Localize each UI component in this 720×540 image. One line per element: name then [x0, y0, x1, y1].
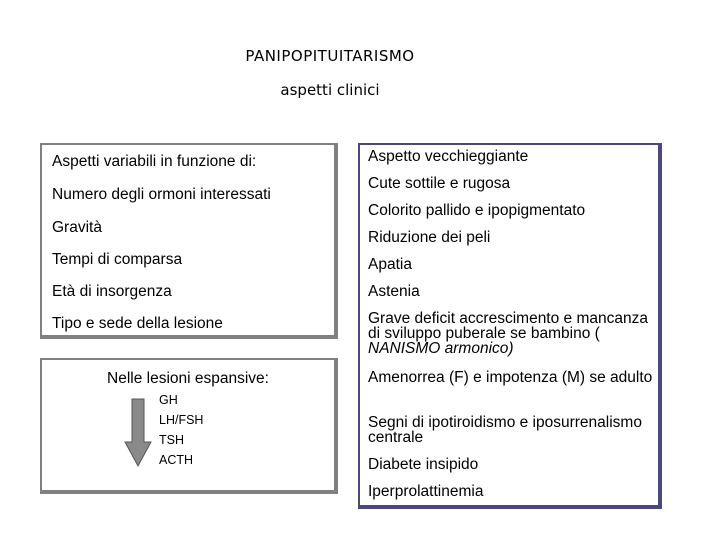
- clinical-signs-box: [358, 143, 662, 509]
- variability-item-age: Età di insorgenza: [52, 283, 172, 300]
- slide-subtitle: aspetti clinici: [280, 81, 380, 99]
- sign-apathy: Apatia: [368, 256, 412, 273]
- variability-item-lesion: Tipo e sede della lesione: [52, 315, 223, 332]
- hormone-lh-fsh: LH/FSH: [159, 413, 204, 427]
- variability-item-severity: Gravità: [52, 219, 102, 236]
- hormone-gh: GH: [159, 393, 178, 407]
- sign-amenorrhea: Amenorrea (F) e impotenza (M) se adulto: [368, 369, 653, 386]
- sign-aged-appearance: Aspetto vecchieggiante: [368, 148, 529, 165]
- slide-title: PANIPOPITUITARISMO: [245, 47, 415, 65]
- sign-asthenia: Astenia: [368, 283, 420, 300]
- sign-growth-deficit: [368, 311, 658, 356]
- sign-hair-reduction: Riduzione dei peli: [368, 229, 491, 246]
- expansive-lesions-box: [40, 358, 338, 494]
- hormone-acth: ACTH: [159, 453, 194, 467]
- sign-dwarfism-term: NANISMO armonico): [368, 340, 514, 357]
- sign-hyperprolactinemia: Iperprolattinemia: [368, 483, 484, 500]
- variability-item-timing: Tempi di comparsa: [52, 251, 183, 268]
- sign-pale-complexion: Colorito pallido e ipopigmentato: [368, 202, 586, 219]
- variability-item-hormones: Numero degli ormoni interessati: [52, 186, 271, 203]
- sign-thin-skin: Cute sottile e rugosa: [368, 175, 511, 192]
- sign-hypothyroidism: Segni di ipotiroidismo e iposurrenalismo centrale: [368, 414, 642, 446]
- sign-diabetes-insipidus: Diabete insipido: [368, 456, 479, 473]
- sign-growth-deficit-text: Grave deficit accrescimento e mancanza di sviluppo puberale se bambino (: [368, 310, 648, 342]
- hormone-tsh: TSH: [159, 433, 184, 447]
- variability-box: [40, 143, 338, 339]
- expansive-lesions-heading: Nelle lesioni espansive:: [107, 370, 269, 387]
- down-arrow-icon: [123, 398, 153, 468]
- variability-intro: Aspetti variabili in funzione di:: [52, 153, 257, 170]
